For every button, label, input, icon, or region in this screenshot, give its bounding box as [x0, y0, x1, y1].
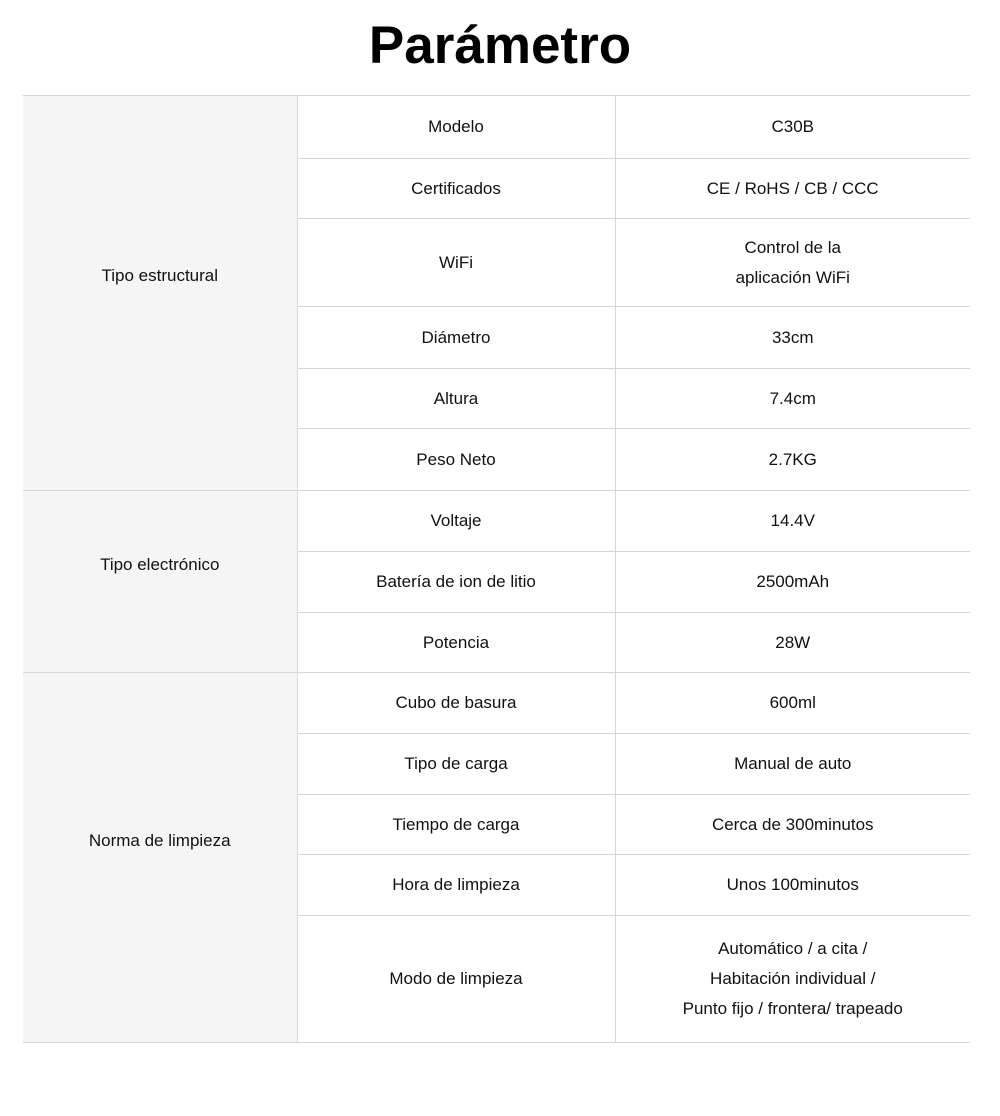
value-modo-de-limpieza	[615, 916, 970, 1043]
value-cubo-de-basura: 600ml	[615, 673, 970, 734]
value-diametro: 33cm	[615, 307, 970, 369]
group-label-tipo-electronico: Tipo electrónico	[23, 491, 297, 673]
value-bateria: 2500mAh	[615, 552, 970, 613]
value-modo-line-3: Punto fijo / frontera/ trapeado	[682, 999, 903, 1018]
value-potencia: 28W	[615, 613, 970, 673]
param-tipo-de-carga: Tipo de carga	[297, 734, 615, 795]
param-tiempo-de-carga: Tiempo de carga	[297, 795, 615, 855]
param-certificados: Certificados	[297, 159, 615, 219]
value-voltaje: 14.4V	[615, 491, 970, 552]
value-modelo: C30B	[615, 96, 970, 159]
group-label-norma-de-limpieza: Norma de limpieza	[23, 673, 297, 1043]
param-modo-de-limpieza: Modo de limpieza	[297, 916, 615, 1043]
spec-table	[23, 95, 970, 1043]
group-label-tipo-estructural: Tipo estructural	[23, 96, 297, 491]
value-wifi	[615, 219, 970, 307]
param-potencia: Potencia	[297, 613, 615, 673]
value-certificados: CE / RoHS / CB / CCC	[615, 159, 970, 219]
value-modo-line-1: Automático / a cita /	[718, 939, 868, 958]
value-modo-line-2: Habitación individual /	[710, 969, 876, 988]
value-wifi-line-2: aplicación WiFi	[735, 267, 850, 287]
value-tiempo-de-carga: Cerca de 300minutos	[615, 795, 970, 855]
spec-row-cubo-de-basura	[23, 673, 970, 734]
param-wifi: WiFi	[297, 219, 615, 307]
param-modelo: Modelo	[297, 96, 615, 159]
param-hora-de-limpieza: Hora de limpieza	[297, 855, 615, 916]
value-hora-de-limpieza: Unos 100minutos	[615, 855, 970, 916]
value-tipo-de-carga: Manual de auto	[615, 734, 970, 795]
param-diametro: Diámetro	[297, 307, 615, 369]
param-altura: Altura	[297, 369, 615, 429]
value-wifi-line-1: Control de la	[744, 237, 841, 257]
param-peso-neto: Peso Neto	[297, 429, 615, 491]
param-cubo-de-basura: Cubo de basura	[297, 673, 615, 734]
value-peso-neto: 2.7KG	[615, 429, 970, 491]
param-voltaje: Voltaje	[297, 491, 615, 552]
spec-row-modelo	[23, 96, 970, 159]
page-title: Parámetro	[368, 16, 632, 75]
spec-row-voltaje	[23, 491, 970, 552]
param-bateria: Batería de ion de litio	[297, 552, 615, 613]
value-altura: 7.4cm	[615, 369, 970, 429]
